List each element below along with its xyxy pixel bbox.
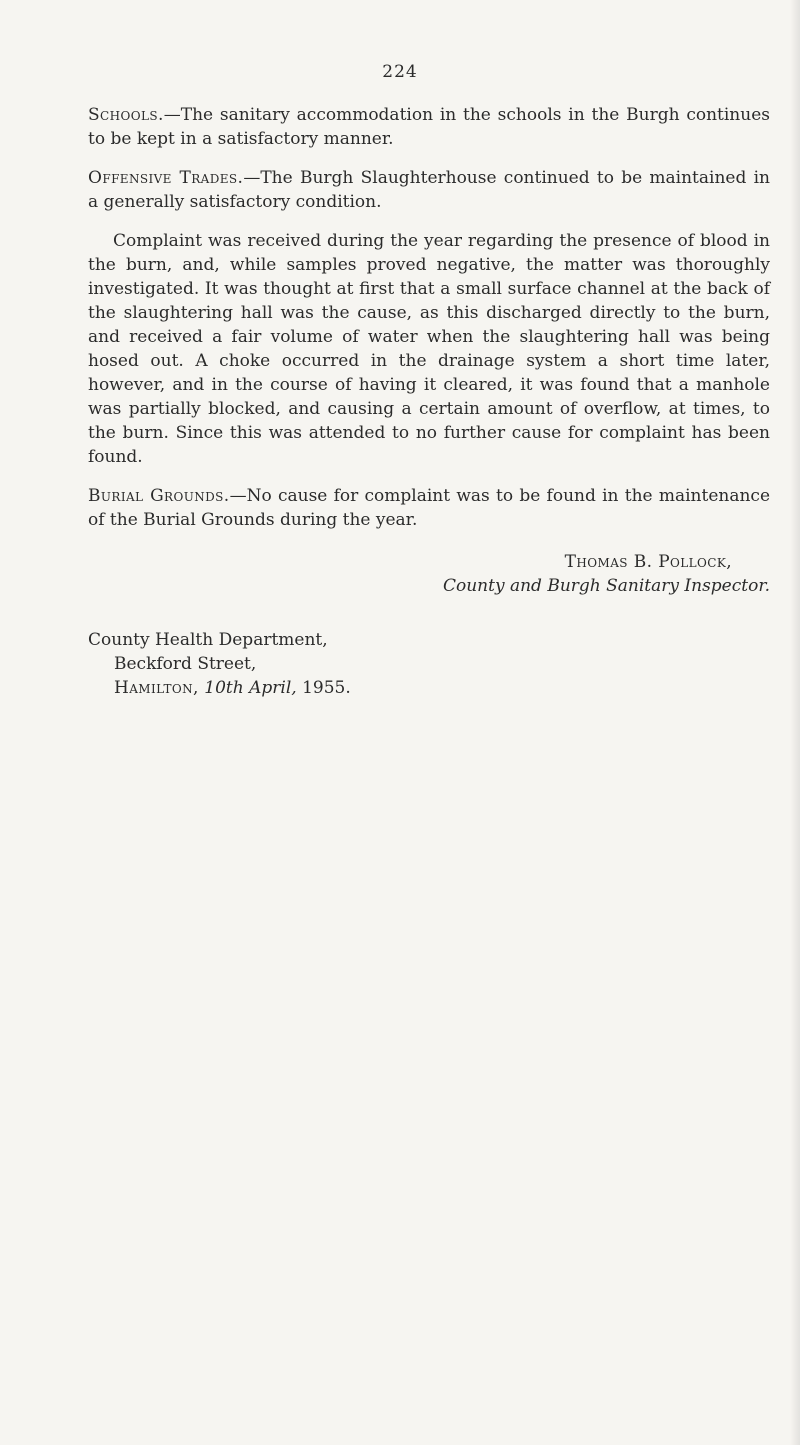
signatory-name: Thomas B. Pollock, [564, 552, 732, 572]
heading-offensive-trades: Offensive Trades. [88, 168, 244, 188]
page-edge-shadow [790, 0, 800, 1445]
date-month: April, [249, 678, 297, 698]
text-offensive-trades: —The Burgh Slaughterhouse continued to be maintained in a generally satisfactory condition. [88, 168, 770, 212]
text-burial-grounds: —No cause for complaint was to be found in the maintenance of the Burial Grounds during the year. [88, 486, 770, 530]
address-block [88, 628, 770, 700]
paragraph-burial-grounds [88, 484, 770, 532]
paragraph-offensive-trades [88, 166, 770, 214]
heading-schools: Schools. [88, 105, 164, 125]
date-day: 10th [204, 678, 244, 698]
paragraph-schools [88, 103, 770, 151]
date-year: 1955. [302, 678, 351, 698]
paragraph-complaint: Complaint was received during the year regarding the presence of blood in the burn, and, while samples proved negative, the matter was thoroughly investigated. It was thought at first that a small surface channel at the back of the slaughtering hall was the cause, as this discharged directly to the burn, and received a fair volume of water when the slaughtering hall was being hosed out. A choke occurred in the drainage system a short time later, however, and in the course of having it cleared, it was found that a manhole was partially blocked, and causing a certain amount of overflow, at times, to the burn. Since this was attended to no further cause for complaint has been found. [88, 231, 770, 467]
address-line-date [88, 676, 770, 700]
signatory-title: County and Burgh Sanitary Inspector. [442, 576, 770, 596]
address-line-street: Beckford Street, [114, 654, 257, 674]
address-line-department: County Health Department, [88, 630, 328, 650]
text-schools: —The sanitary accommodation in the schools in the Burgh continues to be kept in a satisfactory manner. [88, 105, 770, 149]
heading-burial-grounds: Burial Grounds. [88, 486, 230, 506]
signature-block [88, 550, 770, 598]
address-town: Hamilton, [114, 678, 199, 698]
page-number: 224 [382, 62, 418, 82]
document-body [88, 103, 770, 700]
